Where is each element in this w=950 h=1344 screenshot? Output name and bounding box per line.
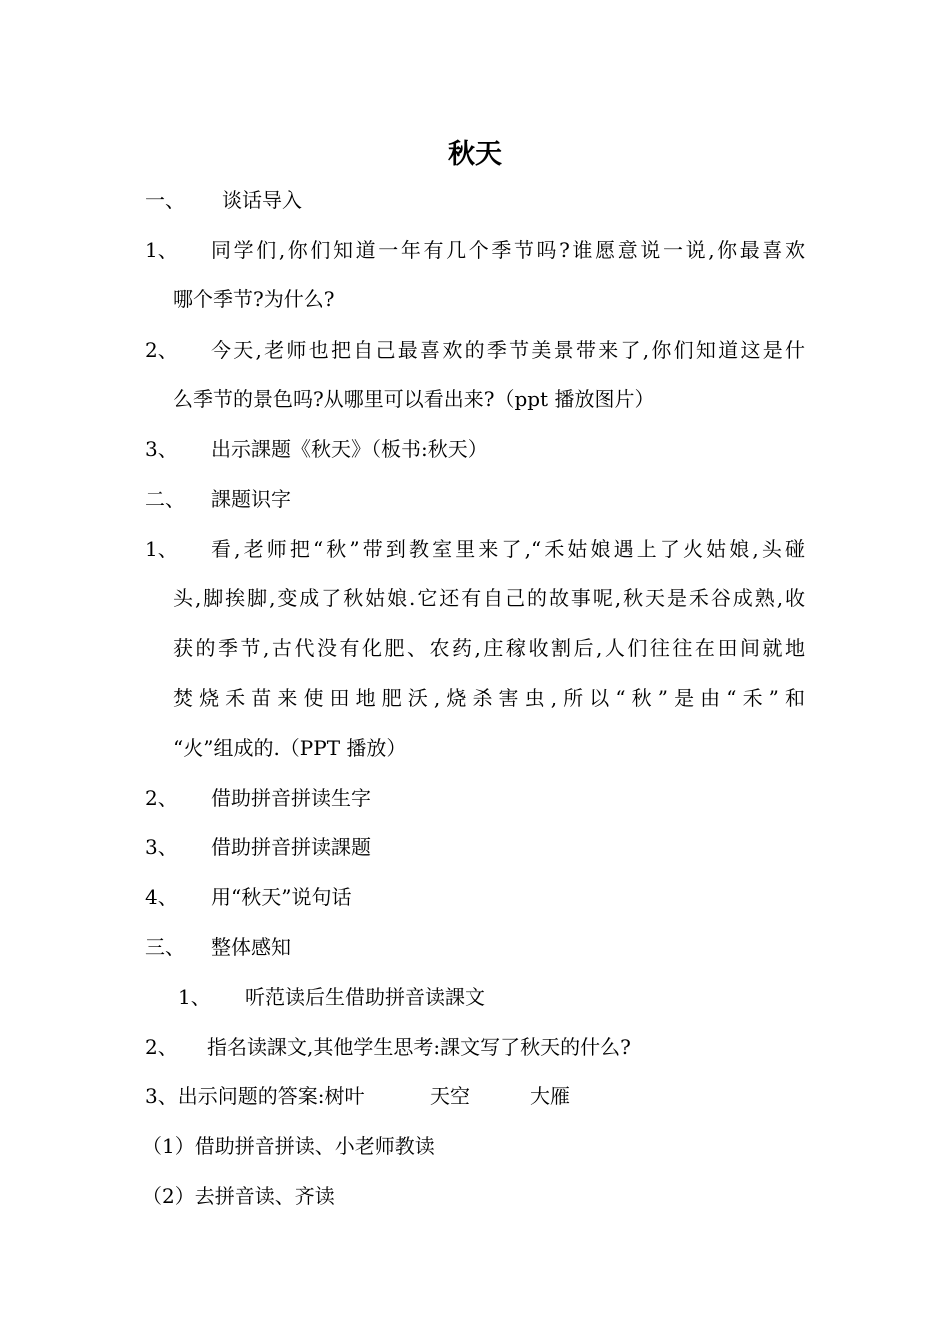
item-text: 借助拼音拼读生字 [211,786,371,810]
item-text-line: 看,老师把“秋”带到教室里来了,“禾姑娘遇上了火姑娘,头碰 [211,537,805,561]
answer-word: 天空 [430,1084,470,1108]
item-number: 1、 [145,238,178,262]
section-title: 谈话导入 [222,188,302,212]
item-text-line: 头,脚挨脚,变成了秋姑娘.它还有自己的故事呢,秋天是禾谷成熟,收 [173,586,805,610]
section-number: 三、 [145,935,185,959]
item-number: 3、 [145,437,178,461]
item-text: （2）去拼音读、齐读 [142,1184,335,1208]
section-title: 課题识字 [211,487,291,511]
section-number: 二、 [145,487,185,511]
item-number: 3、 [145,835,178,859]
item-text: 3、出示问题的答案:树叶 [145,1084,365,1108]
item-text: 听范读后生借助拼音读課文 [245,985,485,1009]
item-text: 指名读課文,其他学生思考:課文写了秋天的什么? [207,1035,631,1059]
item-number: 2、 [145,1035,178,1059]
item-text-line: 同学们,你们知道一年有几个季节吗?谁愿意说一说,你最喜欢 [211,238,805,262]
item-text-line: 哪个季节?为什么? [173,287,335,311]
item-text-line: 么季节的景色吗?从哪里可以看出来?（ppt 播放图片） [173,387,655,411]
item-text: 用“秋天”说句话 [211,885,352,909]
section-title: 整体感知 [211,935,291,959]
item-text-line: 获的季节,古代没有化肥、农药,庄稼收割后,人们往往在田间就地 [173,636,805,660]
item-text: 出示課题《秋天》（板书:秋天） [211,437,488,461]
item-number: 1、 [145,537,178,561]
item-number: 2、 [145,786,178,810]
section-number: 一、 [145,188,185,212]
item-text-line: 焚烧禾苗来使田地肥沃,烧杀害虫,所以“秋”是由“禾”和 [173,686,805,710]
answer-word: 大雁 [530,1084,570,1108]
item-number: 4、 [145,885,178,909]
item-number: 1、 [178,985,211,1009]
item-text-line: “火”组成的.（PPT 播放） [173,736,407,760]
document-title: 秋天 [448,139,502,170]
item-number: 2、 [145,338,178,362]
item-text-line: 今天,老师也把自己最喜欢的季节美景带来了,你们知道这是什 [211,338,805,362]
item-text: （1）借助拼音拼读、小老师教读 [142,1134,435,1158]
item-text: 借助拼音拼读課题 [211,835,371,859]
